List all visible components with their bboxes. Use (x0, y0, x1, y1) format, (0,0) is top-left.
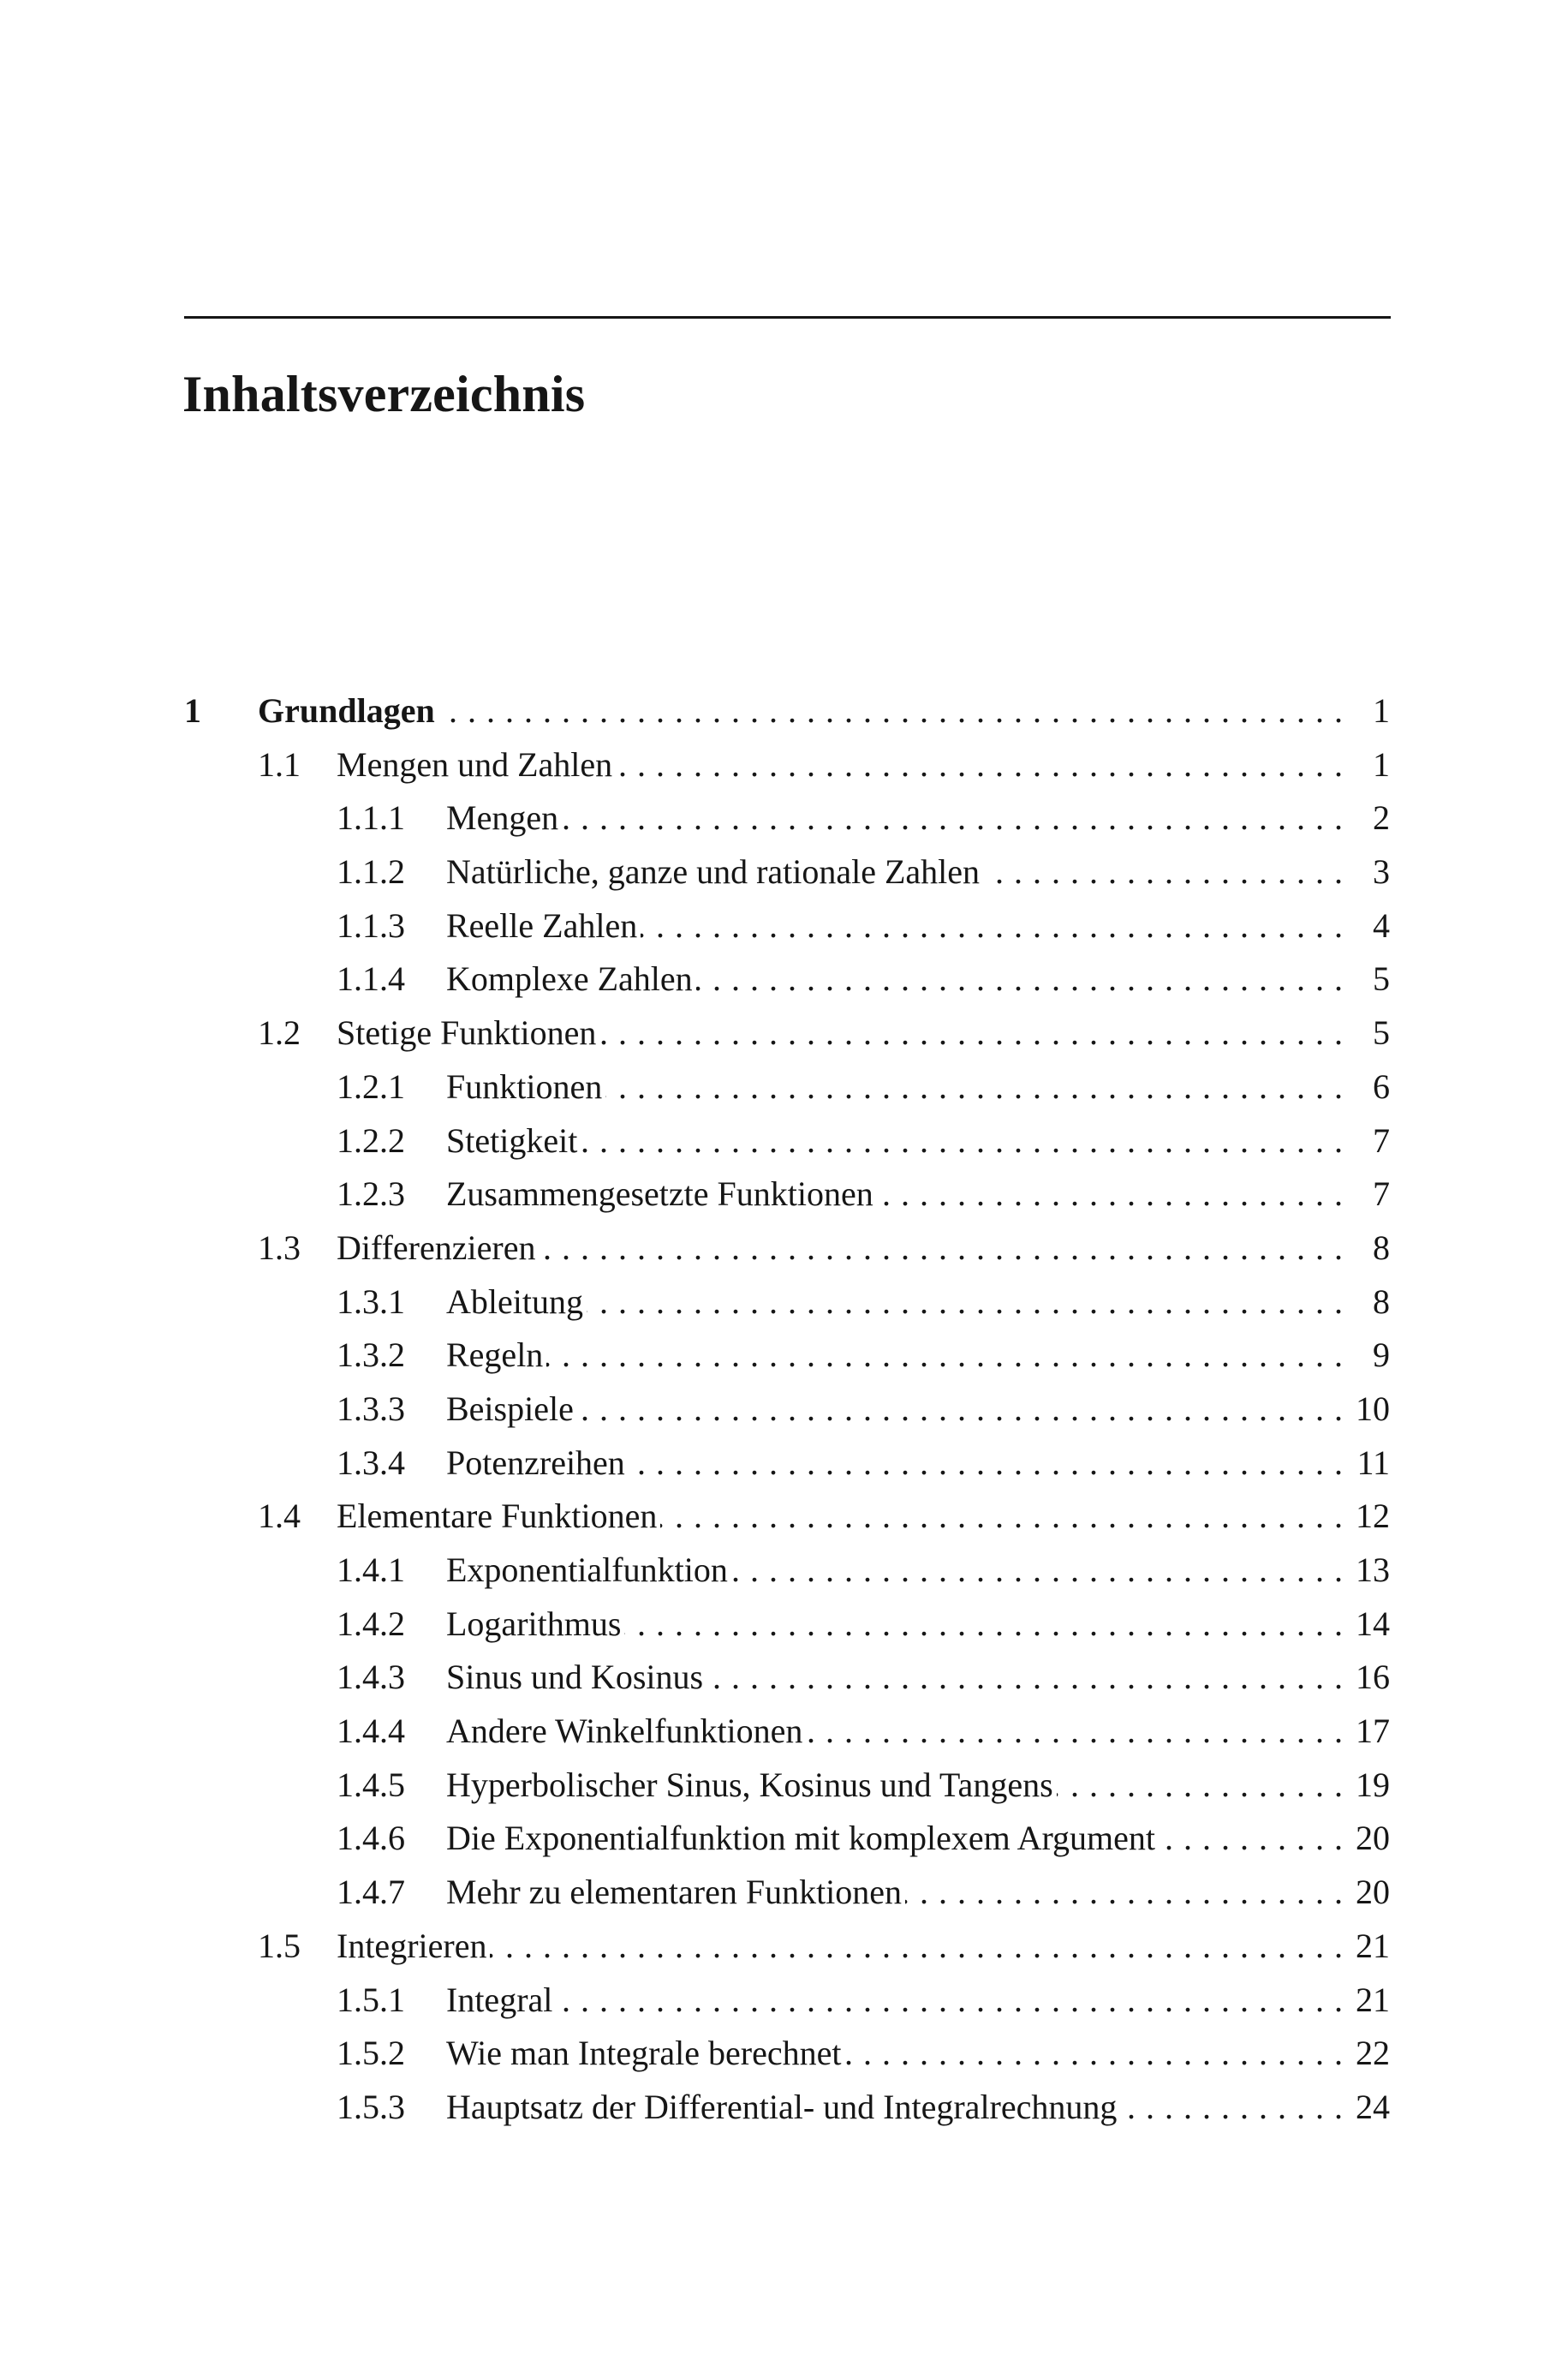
toc-entry-number: 1.4.6 (337, 1819, 405, 1858)
toc-entry-page: 5 (1373, 959, 1390, 999)
toc-entry-number: 1.3.1 (337, 1282, 405, 1321)
toc-entry-page: 2 (1373, 798, 1390, 838)
toc-dot-leader (1120, 2081, 1344, 2135)
toc-entry-page: 3 (1373, 852, 1390, 892)
toc-entry[interactable] (184, 1383, 1390, 1437)
toc-entry[interactable] (184, 1329, 1390, 1383)
toc-entry[interactable] (184, 1061, 1390, 1114)
toc-entry-row (446, 953, 1390, 1007)
toc-entry-page: 20 (1356, 1819, 1390, 1858)
toc-entry-title: Integral (446, 1974, 552, 2028)
toc-entry-page: 17 (1356, 1712, 1390, 1751)
table-of-contents (184, 684, 1390, 2135)
toc-entry-number: 1.3.4 (337, 1443, 405, 1482)
toc-entry-title: Ableitung (446, 1276, 583, 1329)
toc-entry-title: Andere Winkelfunktionen (446, 1705, 802, 1759)
toc-dot-leader (905, 1866, 1344, 1920)
toc-dot-leader (616, 738, 1344, 792)
toc-dot-leader (706, 1651, 1344, 1705)
toc-dot-leader (587, 1276, 1344, 1329)
toc-dot-leader (641, 899, 1344, 953)
toc-entry-title: Natürliche, ganze und rationale Zahlen (446, 845, 980, 899)
toc-entry-row (446, 1651, 1390, 1705)
toc-entry-page: 21 (1356, 1980, 1390, 2019)
toc-entry-row (446, 899, 1390, 953)
toc-entry[interactable] (184, 1705, 1390, 1759)
toc-entry-title: Regeln (446, 1329, 543, 1383)
toc-entry[interactable] (184, 1007, 1390, 1061)
toc-entry-row (446, 1759, 1390, 1813)
toc-entry[interactable] (184, 2081, 1390, 2135)
toc-entry-title: Beispiele (446, 1383, 574, 1437)
toc-entry-number: 1.3.3 (337, 1389, 405, 1428)
toc-entry-row (446, 2027, 1390, 2081)
toc-entry-number: 1.1.1 (337, 798, 405, 838)
toc-entry[interactable] (184, 738, 1390, 792)
toc-dot-leader (624, 1598, 1344, 1652)
toc-entry-title: Funktionen (446, 1061, 602, 1114)
toc-entry[interactable] (184, 1651, 1390, 1705)
toc-entry-page: 9 (1373, 1335, 1390, 1375)
toc-entry-title: Reelle Zahlen (446, 899, 637, 953)
toc-entry-row (337, 1490, 1390, 1544)
toc-entry[interactable] (184, 953, 1390, 1007)
toc-entry[interactable] (184, 1168, 1390, 1222)
toc-entry-page: 24 (1356, 2087, 1390, 2126)
toc-entry-page: 14 (1356, 1604, 1390, 1643)
toc-dot-leader (599, 1007, 1344, 1061)
toc-entry[interactable] (184, 1974, 1390, 2028)
toc-entry-page: 11 (1356, 1443, 1390, 1482)
toc-entry[interactable] (184, 684, 1390, 738)
toc-entry-number: 1.4.5 (337, 1765, 405, 1804)
header-rule (184, 316, 1391, 319)
toc-entry-number: 1.2.2 (337, 1120, 405, 1160)
toc-entry-number: 1.1.2 (337, 852, 405, 892)
toc-entry-number: 1.5.3 (337, 2087, 405, 2126)
toc-entry-title: Elementare Funktionen (337, 1490, 657, 1544)
toc-entry-row (446, 1705, 1390, 1759)
toc-dot-leader (605, 1061, 1344, 1114)
toc-entry-number: 1.4.4 (337, 1712, 405, 1751)
toc-entry-number: 1.4.7 (337, 1873, 405, 1912)
toc-entry[interactable] (184, 1490, 1390, 1544)
toc-entry-page: 1 (1373, 744, 1390, 784)
toc-entry[interactable] (184, 1114, 1390, 1168)
toc-entry[interactable] (184, 1920, 1390, 1974)
toc-entry-title: Grundlagen (258, 684, 435, 738)
toc-entry-row (337, 738, 1390, 792)
toc-entry-title: Stetige Funktionen (337, 1007, 596, 1061)
toc-entry-page: 12 (1356, 1497, 1390, 1536)
toc-entry-title: Integrieren (337, 1920, 486, 1974)
toc-entry-row (446, 1974, 1390, 2028)
toc-entry-row (337, 1007, 1390, 1061)
toc-entry-title: Hyperbolischer Sinus, Kosinus und Tangens (446, 1759, 1053, 1813)
toc-dot-leader (660, 1490, 1344, 1544)
toc-dot-leader (731, 1544, 1344, 1598)
toc-entry-row (446, 1598, 1390, 1652)
toc-dot-leader (1159, 1812, 1344, 1866)
toc-entry[interactable] (184, 1276, 1390, 1329)
toc-entry-page: 13 (1356, 1550, 1390, 1589)
toc-dot-leader (438, 684, 1344, 738)
toc-entry-title: Sinus und Kosinus (446, 1651, 703, 1705)
toc-entry-number: 1.5.1 (337, 1980, 405, 2019)
toc-dot-leader (581, 1114, 1344, 1168)
toc-entry-row (337, 1920, 1390, 1974)
toc-entry-number: 1.4 (258, 1497, 301, 1536)
toc-entry-page: 19 (1356, 1765, 1390, 1804)
toc-entry[interactable] (184, 899, 1390, 953)
toc-entry-row (446, 1383, 1390, 1437)
page-title: Inhaltsverzeichnis (182, 366, 586, 422)
toc-entry[interactable] (184, 1866, 1390, 1920)
toc-entry-row (446, 1544, 1390, 1598)
toc-entry-title: Zusammengesetzte Funktionen (446, 1168, 873, 1222)
toc-entry-row (258, 684, 1390, 738)
toc-entry-page: 22 (1356, 2034, 1390, 2073)
toc-entry-page: 8 (1373, 1228, 1390, 1267)
toc-entry-title: Komplexe Zahlen (446, 953, 693, 1007)
toc-entry-page: 7 (1373, 1120, 1390, 1160)
toc-entry[interactable] (184, 1437, 1390, 1491)
toc-entry-number: 1.4.3 (337, 1658, 405, 1697)
toc-entry-number: 1.2.3 (337, 1174, 405, 1214)
toc-entry-row (446, 2081, 1390, 2135)
toc-entry[interactable] (184, 1759, 1390, 1813)
toc-entry-page: 6 (1373, 1067, 1390, 1106)
toc-entry-page: 5 (1373, 1013, 1390, 1053)
toc-entry-title: Potenzreihen (446, 1437, 625, 1491)
toc-entry-page: 10 (1356, 1389, 1390, 1428)
toc-entry-row (446, 1168, 1390, 1222)
toc-entry-number: 1.1 (258, 744, 301, 784)
toc-entry[interactable] (184, 1598, 1390, 1652)
toc-entry-row (446, 1329, 1390, 1383)
toc-entry-number: 1.5.2 (337, 2034, 405, 2073)
toc-dot-leader (1057, 1759, 1344, 1813)
toc-entry-number: 1.2 (258, 1013, 301, 1053)
toc-entry-title: Logarithmus (446, 1598, 621, 1652)
toc-entry[interactable] (184, 1812, 1390, 1866)
toc-dot-leader (696, 953, 1344, 1007)
toc-entry-row (446, 1114, 1390, 1168)
toc-entry-title: Mengen und Zahlen (337, 738, 612, 792)
toc-entry-number: 1.2.1 (337, 1067, 405, 1106)
toc-entry-row (446, 1061, 1390, 1114)
toc-dot-leader (490, 1920, 1344, 1974)
toc-entry-title: Differenzieren (337, 1222, 535, 1276)
toc-dot-leader (562, 792, 1344, 845)
toc-entry[interactable] (184, 1222, 1390, 1276)
toc-entry-page: 4 (1373, 905, 1390, 945)
toc-dot-leader (539, 1222, 1344, 1276)
toc-dot-leader (877, 1168, 1344, 1222)
toc-entry[interactable] (184, 845, 1390, 899)
toc-dot-leader (556, 1974, 1344, 2028)
toc-entry-row (446, 845, 1390, 899)
toc-dot-leader (577, 1383, 1344, 1437)
toc-entry-title: Mengen (446, 792, 558, 845)
toc-entry-row (446, 1866, 1390, 1920)
toc-entry-number: 1.1.3 (337, 905, 405, 945)
toc-entry-row (446, 1437, 1390, 1491)
toc-dot-leader (844, 2027, 1344, 2081)
toc-dot-leader (546, 1329, 1344, 1383)
toc-entry-page: 20 (1356, 1873, 1390, 1912)
toc-entry-page: 7 (1373, 1174, 1390, 1214)
toc-entry-number: 1 (184, 691, 201, 730)
toc-entry-number: 1.1.4 (337, 959, 405, 999)
toc-dot-leader (983, 845, 1344, 899)
toc-dot-leader (806, 1705, 1344, 1759)
toc-entry-title: Hauptsatz der Differential- und Integralrechnung (446, 2081, 1117, 2135)
toc-entry-row (446, 1812, 1390, 1866)
toc-entry-row (337, 1222, 1390, 1276)
toc-dot-leader (629, 1437, 1344, 1491)
toc-entry-title: Die Exponentialfunktion mit komplexem Argument (446, 1812, 1155, 1866)
toc-entry-number: 1.4.2 (337, 1604, 405, 1643)
toc-entry-page: 21 (1356, 1926, 1390, 1965)
toc-entry-number: 1.3.2 (337, 1335, 405, 1375)
toc-entry[interactable] (184, 792, 1390, 845)
toc-entry-number: 1.3 (258, 1228, 301, 1267)
toc-entry-page: 1 (1373, 691, 1390, 730)
toc-entry-page: 16 (1356, 1658, 1390, 1697)
toc-entry-page: 8 (1373, 1282, 1390, 1321)
toc-entry-title: Exponentialfunktion (446, 1544, 728, 1598)
toc-entry-row (446, 792, 1390, 845)
toc-entry-number: 1.4.1 (337, 1550, 405, 1589)
toc-entry[interactable] (184, 2027, 1390, 2081)
toc-entry-row (446, 1276, 1390, 1329)
toc-entry-title: Stetigkeit (446, 1114, 577, 1168)
toc-entry-number: 1.5 (258, 1926, 301, 1965)
toc-entry[interactable] (184, 1544, 1390, 1598)
toc-entry-title: Mehr zu elementaren Funktionen (446, 1866, 902, 1920)
toc-entry-title: Wie man Integrale berechnet (446, 2027, 841, 2081)
